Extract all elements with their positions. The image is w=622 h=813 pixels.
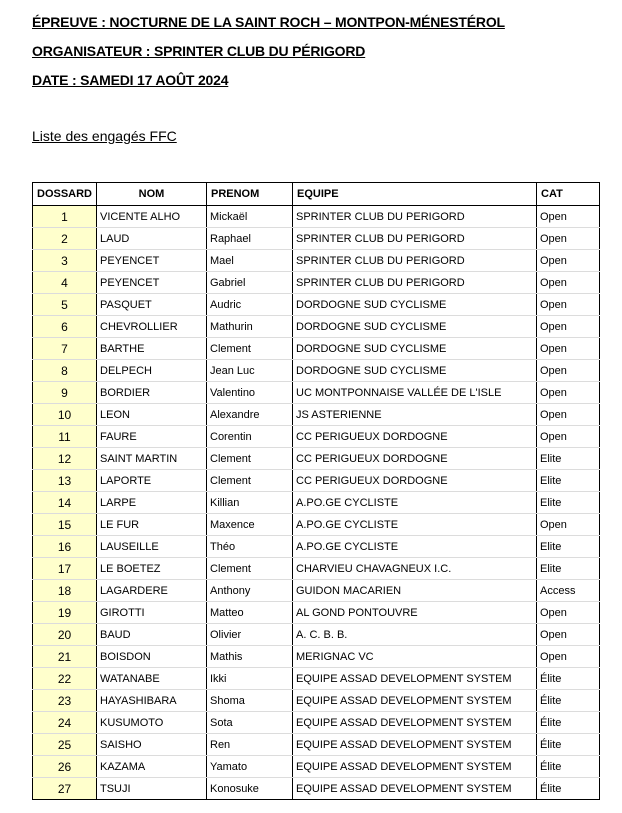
prenom-cell: Clement — [207, 338, 293, 360]
prenom-cell: Alexandre — [207, 404, 293, 426]
nom-cell: VICENTE ALHO — [97, 206, 207, 228]
cat-cell: Open — [537, 206, 600, 228]
nom-cell: LAPORTE — [97, 470, 207, 492]
cat-cell: Open — [537, 602, 600, 624]
dossard-cell: 13 — [33, 470, 97, 492]
dossard-cell: 17 — [33, 558, 97, 580]
table-row — [33, 536, 600, 558]
table-row — [33, 756, 600, 778]
col-header-equipe: EQUIPE — [293, 183, 537, 206]
dossard-cell: 5 — [33, 294, 97, 316]
dossard-cell: 25 — [33, 734, 97, 756]
prenom-cell: Clement — [207, 470, 293, 492]
equipe-cell: A.PO.GE CYCLISTE — [293, 492, 537, 514]
equipe-cell: CHARVIEU CHAVAGNEUX I.C. — [293, 558, 537, 580]
dossard-cell: 12 — [33, 448, 97, 470]
nom-cell: GIROTTI — [97, 602, 207, 624]
nom-cell: WATANABE — [97, 668, 207, 690]
cat-cell: Access — [537, 580, 600, 602]
table-header — [33, 183, 600, 206]
cat-cell: Open — [537, 646, 600, 668]
prenom-cell: Mathis — [207, 646, 293, 668]
prenom-cell: Théo — [207, 536, 293, 558]
equipe-cell: DORDOGNE SUD CYCLISME — [293, 360, 537, 382]
cat-cell: Open — [537, 228, 600, 250]
table-row — [33, 734, 600, 756]
cat-cell: Open — [537, 360, 600, 382]
prenom-cell: Raphael — [207, 228, 293, 250]
dossard-cell: 22 — [33, 668, 97, 690]
nom-cell: KUSUMOTO — [97, 712, 207, 734]
prenom-cell: Gabriel — [207, 272, 293, 294]
dossard-cell: 3 — [33, 250, 97, 272]
dossard-cell: 7 — [33, 338, 97, 360]
nom-cell: BARTHE — [97, 338, 207, 360]
equipe-cell: EQUIPE ASSAD DEVELOPMENT SYSTEM — [293, 734, 537, 756]
dossard-cell: 21 — [33, 646, 97, 668]
dossard-cell: 11 — [33, 426, 97, 448]
table-row — [33, 404, 600, 426]
cat-cell: Elite — [537, 448, 600, 470]
nom-cell: BOISDON — [97, 646, 207, 668]
dossard-cell: 27 — [33, 778, 97, 800]
nom-cell: SAINT MARTIN — [97, 448, 207, 470]
cat-cell: Élite — [537, 712, 600, 734]
nom-cell: TSUJI — [97, 778, 207, 800]
prenom-cell: Sota — [207, 712, 293, 734]
col-header-dossard: DOSSARD — [33, 183, 97, 206]
equipe-cell: AL GOND PONTOUVRE — [293, 602, 537, 624]
table-row — [33, 206, 600, 228]
equipe-cell: CC PERIGUEUX DORDOGNE — [293, 448, 537, 470]
equipe-cell: A.PO.GE CYCLISTE — [293, 536, 537, 558]
cat-cell: Élite — [537, 690, 600, 712]
nom-cell: PEYENCET — [97, 272, 207, 294]
dossard-cell: 15 — [33, 514, 97, 536]
dossard-cell: 4 — [33, 272, 97, 294]
equipe-cell: A.PO.GE CYCLISTE — [293, 514, 537, 536]
cat-cell: Élite — [537, 734, 600, 756]
equipe-cell: DORDOGNE SUD CYCLISME — [293, 294, 537, 316]
table-row — [33, 360, 600, 382]
prenom-cell: Mickaël — [207, 206, 293, 228]
nom-cell: PEYENCET — [97, 250, 207, 272]
prenom-cell: Konosuke — [207, 778, 293, 800]
prenom-cell: Ikki — [207, 668, 293, 690]
prenom-cell: Mael — [207, 250, 293, 272]
equipe-cell: EQUIPE ASSAD DEVELOPMENT SYSTEM — [293, 756, 537, 778]
cat-cell: Open — [537, 316, 600, 338]
cat-cell: Elite — [537, 492, 600, 514]
date-line: DATE : SAMEDI 17 AOÛT 2024 — [32, 72, 229, 88]
event-title: ÉPREUVE : NOCTURNE DE LA SAINT ROCH – MONTPON-MÉNESTÉROL — [32, 14, 505, 30]
table-row — [33, 778, 600, 800]
table-row — [33, 294, 600, 316]
nom-cell: LAGARDERE — [97, 580, 207, 602]
equipe-cell: CC PERIGUEUX DORDOGNE — [293, 470, 537, 492]
header-row — [33, 183, 600, 206]
equipe-cell: JS ASTERIENNE — [293, 404, 537, 426]
table-body — [33, 206, 600, 800]
cat-cell: Open — [537, 250, 600, 272]
table-row — [33, 272, 600, 294]
table-row — [33, 250, 600, 272]
dossard-cell: 8 — [33, 360, 97, 382]
nom-cell: LAUSEILLE — [97, 536, 207, 558]
table-row — [33, 558, 600, 580]
equipe-cell: EQUIPE ASSAD DEVELOPMENT SYSTEM — [293, 712, 537, 734]
dossard-cell: 19 — [33, 602, 97, 624]
cat-cell: Elite — [537, 470, 600, 492]
nom-cell: HAYASHIBARA — [97, 690, 207, 712]
dossard-cell: 16 — [33, 536, 97, 558]
cat-cell: Open — [537, 404, 600, 426]
prenom-cell: Jean Luc — [207, 360, 293, 382]
prenom-cell: Maxence — [207, 514, 293, 536]
cat-cell: Open — [537, 514, 600, 536]
prenom-cell: Valentino — [207, 382, 293, 404]
prenom-cell: Corentin — [207, 426, 293, 448]
prenom-cell: Ren — [207, 734, 293, 756]
cat-cell: Open — [537, 624, 600, 646]
prenom-cell: Clement — [207, 558, 293, 580]
cat-cell: Open — [537, 338, 600, 360]
table-row — [33, 228, 600, 250]
entries-list-title: Liste des engagés FFC — [32, 128, 177, 144]
cat-cell: Elite — [537, 536, 600, 558]
nom-cell: CHEVROLLIER — [97, 316, 207, 338]
nom-cell: LE BOETEZ — [97, 558, 207, 580]
nom-cell: LAUD — [97, 228, 207, 250]
table-row — [33, 492, 600, 514]
dossard-cell: 20 — [33, 624, 97, 646]
table-row — [33, 690, 600, 712]
table-row — [33, 382, 600, 404]
prenom-cell: Yamato — [207, 756, 293, 778]
prenom-cell: Olivier — [207, 624, 293, 646]
nom-cell: BAUD — [97, 624, 207, 646]
table-row — [33, 712, 600, 734]
equipe-cell: DORDOGNE SUD CYCLISME — [293, 316, 537, 338]
nom-cell: KAZAMA — [97, 756, 207, 778]
equipe-cell: EQUIPE ASSAD DEVELOPMENT SYSTEM — [293, 668, 537, 690]
table-row — [33, 514, 600, 536]
prenom-cell: Anthony — [207, 580, 293, 602]
equipe-cell: SPRINTER CLUB DU PERIGORD — [293, 206, 537, 228]
dossard-cell: 26 — [33, 756, 97, 778]
prenom-cell: Mathurin — [207, 316, 293, 338]
col-header-nom: NOM — [97, 183, 207, 206]
table-row — [33, 624, 600, 646]
prenom-cell: Killian — [207, 492, 293, 514]
table-row — [33, 470, 600, 492]
equipe-cell: EQUIPE ASSAD DEVELOPMENT SYSTEM — [293, 778, 537, 800]
table-row — [33, 646, 600, 668]
table-row — [33, 668, 600, 690]
dossard-cell: 1 — [33, 206, 97, 228]
col-header-prenom: PRENOM — [207, 183, 293, 206]
cat-cell: Open — [537, 382, 600, 404]
equipe-cell: SPRINTER CLUB DU PERIGORD — [293, 228, 537, 250]
nom-cell: BORDIER — [97, 382, 207, 404]
nom-cell: LARPE — [97, 492, 207, 514]
dossard-cell: 2 — [33, 228, 97, 250]
equipe-cell: DORDOGNE SUD CYCLISME — [293, 338, 537, 360]
cat-cell: Élite — [537, 668, 600, 690]
equipe-cell: MERIGNAC VC — [293, 646, 537, 668]
prenom-cell: Audric — [207, 294, 293, 316]
nom-cell: LE FUR — [97, 514, 207, 536]
equipe-cell: GUIDON MACARIEN — [293, 580, 537, 602]
table-row — [33, 338, 600, 360]
table-row — [33, 602, 600, 624]
organizer-line: ORGANISATEUR : SPRINTER CLUB DU PÉRIGORD — [32, 43, 366, 59]
table-row — [33, 448, 600, 470]
cat-cell: Élite — [537, 756, 600, 778]
nom-cell: LEON — [97, 404, 207, 426]
cat-cell: Élite — [537, 778, 600, 800]
dossard-cell: 24 — [33, 712, 97, 734]
equipe-cell: SPRINTER CLUB DU PERIGORD — [293, 250, 537, 272]
equipe-cell: CC PERIGUEUX DORDOGNE — [293, 426, 537, 448]
entries-table — [32, 182, 600, 800]
cat-cell: Open — [537, 272, 600, 294]
cat-cell: Open — [537, 294, 600, 316]
prenom-cell: Clement — [207, 448, 293, 470]
table-row — [33, 316, 600, 338]
nom-cell: FAURE — [97, 426, 207, 448]
equipe-cell: SPRINTER CLUB DU PERIGORD — [293, 272, 537, 294]
prenom-cell: Matteo — [207, 602, 293, 624]
nom-cell: DELPECH — [97, 360, 207, 382]
table-row — [33, 580, 600, 602]
col-header-cat: CAT — [537, 183, 600, 206]
prenom-cell: Shoma — [207, 690, 293, 712]
dossard-cell: 10 — [33, 404, 97, 426]
table-row — [33, 426, 600, 448]
dossard-cell: 6 — [33, 316, 97, 338]
nom-cell: SAISHO — [97, 734, 207, 756]
dossard-cell: 18 — [33, 580, 97, 602]
dossard-cell: 9 — [33, 382, 97, 404]
dossard-cell: 14 — [33, 492, 97, 514]
cat-cell: Elite — [537, 558, 600, 580]
cat-cell: Open — [537, 426, 600, 448]
dossard-cell: 23 — [33, 690, 97, 712]
equipe-cell: UC MONTPONNAISE VALLÉE DE L'ISLE — [293, 382, 537, 404]
equipe-cell: A. C. B. B. — [293, 624, 537, 646]
nom-cell: PASQUET — [97, 294, 207, 316]
equipe-cell: EQUIPE ASSAD DEVELOPMENT SYSTEM — [293, 690, 537, 712]
